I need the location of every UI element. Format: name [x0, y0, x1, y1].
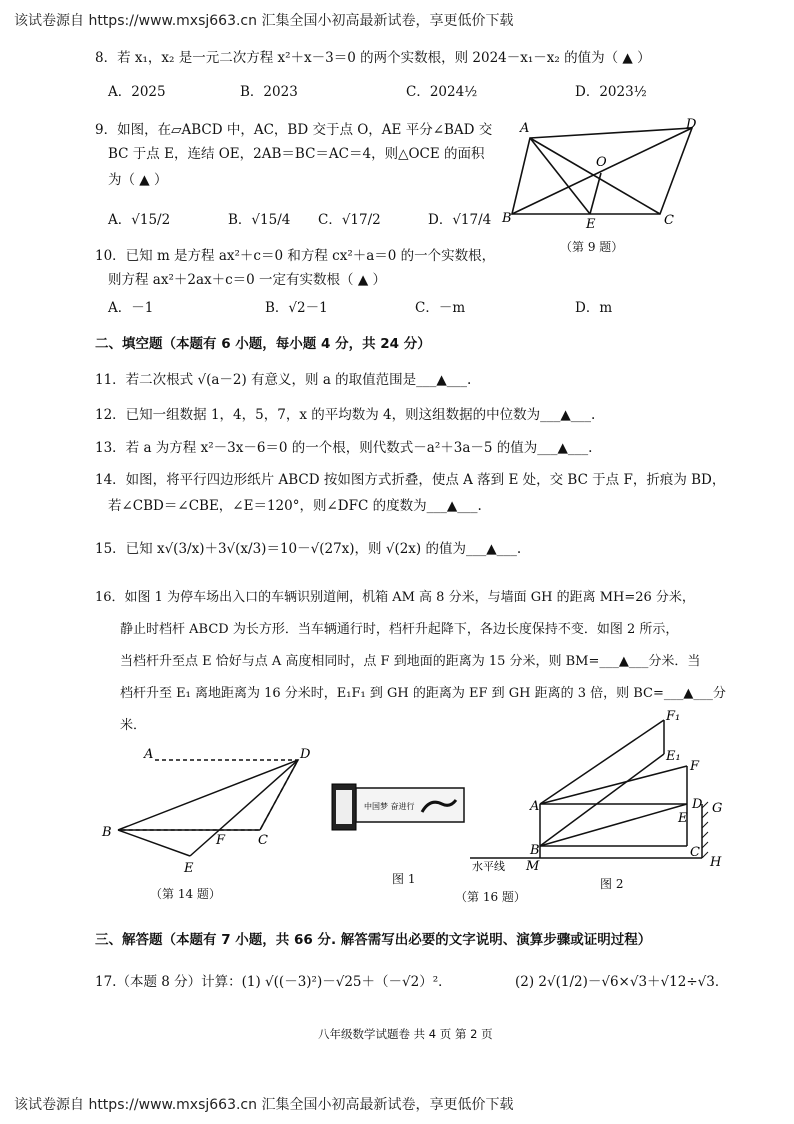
q14-line2: 若∠CBD＝∠CBE，∠E＝120°，则∠DFC 的度数为___▲___. — [108, 498, 482, 514]
fig1-caption: 图 1 — [392, 872, 416, 886]
fig2-label-f: F — [690, 759, 700, 774]
fig2-label-f1: F₁ — [666, 709, 681, 724]
fig2-label-m: M — [526, 859, 540, 874]
fig2-label-b: B — [530, 843, 540, 858]
fig2-label-c: C — [690, 845, 700, 860]
fig2-label-g: G — [712, 801, 723, 816]
fig14-label-b: B — [102, 825, 112, 840]
q15-text: 15．已知 x√(3/x)＋3√(x/3)＝10－√(27x)，则 √(2x) 的值为___▲___. — [95, 541, 522, 557]
q11-text: 11．若二次根式 √(a－2) 有意义，则 a 的取值范围是___▲___. — [95, 372, 472, 388]
fig2-label-h: H — [710, 855, 722, 870]
fig14-label-e: E — [184, 861, 194, 876]
q8-option-b: B．2023 — [240, 84, 298, 100]
fig1-sign-text: 中国梦 奋进行 — [364, 802, 415, 811]
fig14-label-a: A — [144, 747, 154, 762]
fig14-label-f: F — [216, 833, 226, 848]
fig9-label-o: O — [596, 155, 607, 170]
fig9-label-d: D — [686, 117, 697, 132]
q16-line4: 档杆升至 E₁ 离地距离为 16 分米时，E₁F₁ 到 GH 的距离为 EF 到 GH 距离的 3 倍，则 BC=___▲___分 — [120, 686, 726, 701]
q10-line2: 则方程 ax²＋2ax＋c＝0 一定有实数根（ ▲ ） — [108, 272, 387, 288]
page-footer: 八年级数学试题卷 共 4 页 第 2 页 — [318, 1027, 493, 1041]
q9-line1: 9．如图，在▱ABCD 中，AC，BD 交于点 O，AE 平分∠BAD 交 — [95, 122, 493, 138]
q16-line3: 当档杆升至点 E 恰好与点 A 高度相同时，点 F 到地面的距离为 15 分米，则 BM=___▲___分米．当 — [120, 654, 701, 669]
q8-stem: 8．若 x₁，x₂ 是一元二次方程 x²＋x－3＝0 的两个实数根，则 2024－x₁－x₂ 的值为（ ▲ ） — [95, 50, 651, 66]
fig2-horizon-label: 水平线 — [472, 860, 505, 873]
q9-option-d: D．√17/4 — [428, 212, 492, 228]
fig9-label-e: E — [586, 217, 596, 232]
q9-line2: BC 于点 E，连结 OE，2AB＝BC＝AC＝4，则△OCE 的面积 — [108, 146, 485, 162]
q17-part1: 17.（本题 8 分）计算：(1) √((－3)²)－√25＋（－√2）²． — [95, 974, 452, 990]
q10-option-a: A．－1 — [108, 300, 154, 316]
q16-line5: 米． — [120, 718, 147, 733]
q17-part2: (2) 2√(1/2)－√6×√3＋√12÷√3． — [515, 974, 729, 990]
q10-option-d: D．m — [575, 300, 613, 316]
q9-line3: 为（ ▲ ） — [108, 172, 168, 188]
fig2-caption: 图 2 — [600, 877, 624, 891]
figure-9-parallelogram — [500, 118, 720, 238]
fig9-label-c: C — [664, 213, 674, 228]
fig2-label-e: E — [678, 811, 688, 826]
q8-option-d: D．2023½ — [575, 84, 647, 100]
fig2-label-a: A — [530, 799, 540, 814]
fig9-label-b: B — [502, 211, 512, 226]
section-3-title: 三、解答题（本题有 7 小题，共 66 分. 解答需写出必要的文字说明、演算步骤或证明过程） — [95, 932, 652, 948]
source-header: 该试卷源自 https://www.mxsj663.cn 汇集全国小初高最新试卷，享更低价下载 — [14, 13, 514, 29]
source-footer: 该试卷源自 https://www.mxsj663.cn 汇集全国小初高最新试卷，享更低价下载 — [14, 1097, 514, 1113]
q12-text: 12．已知一组数据 1，4，5，7，x 的平均数为 4，则这组数据的中位数为___▲___. — [95, 407, 596, 423]
q14-line1: 14．如图，将平行四边形纸片 ABCD 按如图方式折叠，使点 A 落到 E 处，交 BC 于点 F，折痕为 BD， — [95, 472, 726, 488]
q9-option-a: A．√15/2 — [108, 212, 171, 228]
q10-option-b: B．√2－1 — [265, 300, 328, 316]
fig9-label-a: A — [520, 121, 530, 136]
fig16-caption: （第 16 题） — [455, 890, 526, 904]
q9-option-c: C．√17/2 — [318, 212, 381, 228]
fig14-label-d: D — [300, 747, 311, 762]
q16-line2: 静止时档杆 ABCD 为长方形．当车辆通行时，档杆升起降下，各边长度保持不变．如图 2 所示， — [120, 622, 679, 637]
q16-line1: 16．如图 1 为停车场出入口的车辆识别道闸，机箱 AM 高 8 分米，与墙面 GH 的距离 MH=26 分米， — [95, 590, 695, 605]
q10-line1: 10．已知 m 是方程 ax²＋c＝0 和方程 cx²＋a＝0 的一个实数根， — [95, 248, 496, 264]
fig14-caption: （第 14 题） — [150, 887, 221, 901]
fig2-label-e1: E₁ — [666, 749, 681, 764]
figure-1-gate — [330, 778, 470, 838]
q13-text: 13．若 a 为方程 x²－3x－6＝0 的一个根，则代数式－a²＋3a－5 的值为___▲___. — [95, 440, 593, 456]
q9-option-b: B．√15/4 — [228, 212, 291, 228]
fig9-caption: （第 9 题） — [560, 240, 624, 254]
fig2-label-d: D — [692, 797, 703, 812]
fig14-label-c: C — [258, 833, 268, 848]
figure-14-fold — [100, 748, 330, 878]
q8-option-a: A．2025 — [108, 84, 166, 100]
q10-option-c: C．－m — [415, 300, 466, 316]
q8-option-c: C．2024½ — [406, 84, 478, 100]
section-2-title: 二、填空题（本题有 6 小题，每小题 4 分，共 24 分） — [95, 336, 431, 352]
figure-2-barrier — [470, 708, 730, 878]
